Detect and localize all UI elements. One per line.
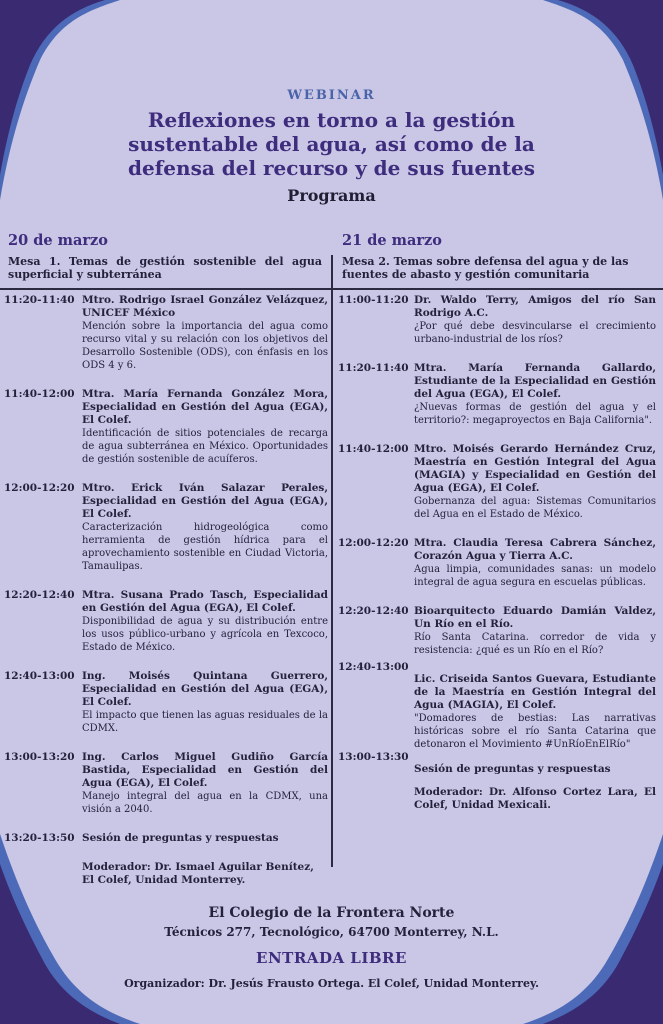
schedule-item: [4, 751, 328, 816]
schedule-item: [4, 589, 328, 654]
schedule-item: [338, 294, 656, 346]
moderator-name: Moderador: Dr. Ismael Aguilar Benítez, El Colef, Unidad Monterrey.: [82, 861, 314, 886]
schedule-item: [4, 832, 328, 845]
schedule-item: [4, 670, 328, 735]
schedule-time: 12:20-12:40: [4, 589, 75, 601]
organizer-line: Organizador: Dr. Jesús Frausto Ortega. El Colef, Unidad Monterrey.: [124, 977, 539, 990]
schedule-item: [338, 605, 656, 657]
event-title: [0, 108, 663, 180]
speaker-name: Mtra. Susana Prado Tasch, Especialidad en Gestión del Agua (EGA), El Colef.: [82, 589, 328, 614]
mesa1-title: Mesa 1. Temas de gestión sostenible del agua superficial y subterránea: [8, 255, 322, 281]
webinar-label: WEBINAR: [287, 88, 376, 103]
programa-heading: Programa: [287, 186, 376, 205]
qa-session: Sesión de preguntas y respuestas: [414, 763, 611, 775]
institution-name: El Colegio de la Frontera Norte: [208, 905, 455, 921]
schedule-time: 13:00-13:20: [4, 751, 75, 763]
moderator: [4, 861, 328, 887]
schedule-time: [338, 786, 414, 812]
talk-description: Manejo integral del agua en la CDMX, una visión a 2040.: [82, 791, 328, 815]
talk-description: El impacto que tienen las aguas residuales de la CDMX.: [82, 710, 328, 734]
talk-description: Río Santa Catarina. corredor de vida y resistencia: ¿qué es un Río en el Río?: [414, 632, 656, 656]
speaker-name: Mtra. María Fernanda González Mora, Especialidad en Gestión del Agua (EGA), El Colef.: [82, 388, 328, 426]
free-entry-label: ENTRADA LIBRE: [256, 949, 407, 967]
column-divider: [331, 255, 333, 867]
institution-address: Técnicos 277, Tecnológico, 64700 Monterrey, N.L.: [164, 925, 499, 939]
talk-description: Gobernanza del agua: Sistemas Comunitarios del Agua en el Estado de México.: [414, 496, 656, 520]
event-title-line: defensa del recurso y de sus fuentes: [127, 156, 536, 180]
schedule-time: 11:20-11:40: [338, 362, 409, 374]
talk-description: Disponibilidad de agua y su distribución entre los usos público-urbano y agrícola en Texcoco, Estado de México.: [82, 616, 328, 653]
speaker-name: Ing. Moisés Quintana Guerrero, Especialidad en Gestión del Agua (EGA), El Colef.: [82, 670, 328, 708]
day2-schedule: [338, 294, 656, 812]
speaker-name: Mtro. Erick Iván Salazar Perales, Especialidad en Gestión del Agua (EGA), El Colef.: [82, 482, 328, 520]
talk-description: ¿Nuevas formas de gestión del agua y el territorio?: megaproyectos en Baja California".: [414, 402, 656, 426]
talk-description: Caracterización hidrogeológica como herramienta de gestión hídrica para el aprovechamiento sostenible en Ciudad Victoria, Tamaulipas.: [82, 522, 328, 572]
schedule-time: 11:40-12:00: [4, 388, 75, 400]
speaker-name: Mtra. María Fernanda Gallardo, Estudiante de la Especialidad en Gestión del Agua (EGA), El Colef.: [414, 362, 656, 400]
schedule-item: [338, 362, 656, 427]
schedule-time: 13:20-13:50: [4, 832, 75, 844]
speaker-name: Dr. Waldo Terry, Amigos del río San Rodrigo A.C.: [414, 294, 656, 319]
day2-date: 21 de marzo: [342, 232, 442, 249]
mesa2-title: Mesa 2. Temas sobre defensa del agua y de las fuentes de abasto y gestión comunitaria: [342, 255, 629, 281]
schedule-item: [338, 751, 656, 776]
schedule-item: [338, 443, 656, 521]
speaker-name: Mtro. Rodrigo Israel González Velázquez, UNICEF México: [82, 294, 328, 319]
speaker-name: Mtra. Claudia Teresa Cabrera Sánchez, Corazón Agua y Tierra A.C.: [414, 537, 656, 562]
schedule-time: 11:20-11:40: [4, 294, 75, 306]
schedule-time: 11:00-11:20: [338, 294, 409, 306]
schedule-time: [4, 861, 82, 887]
schedule-time: 12:20-12:40: [338, 605, 409, 617]
moderator: [338, 786, 656, 812]
speaker-name: Mtro. Moisés Gerardo Hernández Cruz, Maestría en Gestión Integral del Agua (MAGIA) y Especialidad en Gestión del Agua (EGA), El Colef.: [414, 443, 656, 494]
speaker-name: Bioarquitecto Eduardo Damián Valdez, Un Río en el Río.: [414, 605, 656, 630]
schedule-time: 11:40-12:00: [338, 443, 409, 455]
moderator-name: Moderador: Dr. Alfonso Cortez Lara, El Colef, Unidad Mexicali.: [414, 786, 656, 811]
talk-description: Agua limpia, comunidades sanas: un modelo integral de agua segura en escuelas públicas.: [414, 564, 656, 588]
talk-description: "Domadores de bestias: Las narrativas históricas sobre el río Santa Catarina que detonaron el Movimiento #UnRíoEnElRío": [414, 713, 656, 750]
talk-description: Mención sobre la importancia del agua como recurso vital y su relación con los objetivos del Desarrollo Sostenible (ODS), con énfasis en los ODS 4 y 6.: [82, 321, 328, 371]
schedule-time: 12:40-13:00: [338, 661, 409, 673]
schedule-item: [338, 661, 656, 751]
schedule-item: [4, 294, 328, 372]
speaker-name: Lic. Criseida Santos Guevara, Estudiante de la Maestría en Gestión Integral del Agua (MAGIA), El Colef.: [414, 673, 656, 711]
speaker-name: Ing. Carlos Miguel Gudiño García Bastida, Especialidad en Gestión del Agua (EGA), El Colef.: [82, 751, 328, 789]
schedule-item: [4, 482, 328, 573]
schedule-item: [4, 388, 328, 466]
event-title-line: Reflexiones en torno a la gestión: [147, 108, 516, 132]
schedule-time: 13:00-13:30: [338, 751, 409, 763]
qa-session: Sesión de preguntas y respuestas: [82, 832, 279, 844]
talk-description: Identificación de sitios potenciales de recarga de agua subterránea en México. Oportunidades de gestión sostenible de acuíferos.: [82, 428, 328, 465]
day1-date: 20 de marzo: [8, 232, 108, 249]
day1-schedule: [4, 294, 328, 887]
schedule-item: [338, 537, 656, 589]
schedule-time: 12:00-12:20: [338, 537, 409, 549]
schedule-time: 12:40-13:00: [4, 670, 75, 682]
schedule-time: 12:00-12:20: [4, 482, 75, 494]
event-title-line: sustentable del agua, así como de la: [128, 132, 535, 156]
talk-description: ¿Por qué debe desvincularse el crecimiento urbano-industrial de los ríos?: [414, 321, 656, 345]
